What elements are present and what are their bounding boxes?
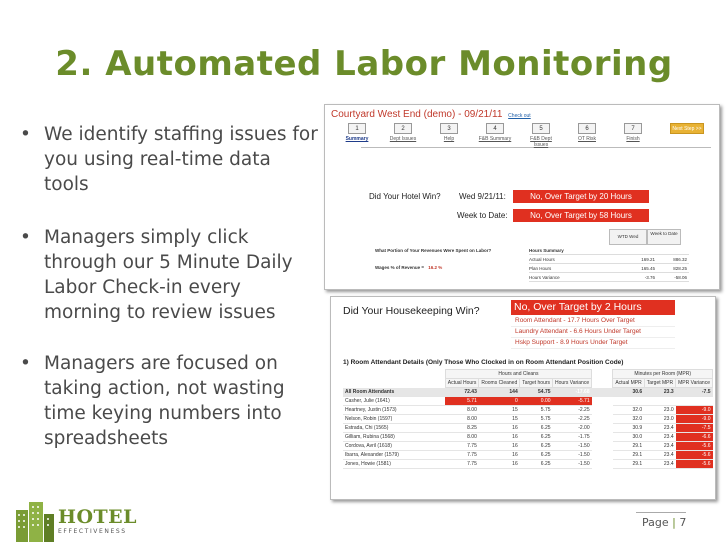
cell: 23.4 [644,424,675,433]
cell: -2.25 [553,415,592,424]
logo-subtitle: EFFECTIVENESS [58,528,127,535]
column-header: Target hours [520,379,553,388]
cell: 6.25 [520,442,553,451]
cell: -5.6 [676,460,713,469]
cell: 16 [479,442,520,451]
step-ot-risk[interactable]: 6 OT Risk [569,123,605,142]
bullet-marker: • [20,353,31,374]
housekeeping-question: Did Your Housekeeping Win? [343,305,480,317]
attendant-name: Ibarra, Alexander (1579) [343,451,445,460]
cell: 8.00 [445,415,479,424]
cell: 6.25 [520,424,553,433]
attendant-name: Estrada, Chi (1565) [343,424,445,433]
step-help[interactable]: 3 Help [431,123,467,142]
wtd-result-badge: No, Over Target by 58 Hours [513,209,649,222]
cell: 6.25 [520,433,553,442]
cell: 0.00 [520,397,553,406]
bullet-text: Managers are focused on taking action, not wasting time keying numbers into spreadsheets [44,353,285,449]
bullet-item [20,122,320,197]
cell: 16 [479,424,520,433]
cell: 7.75 [445,460,479,469]
column-header: Actual Hours [445,379,479,388]
cell: 30.9 [613,424,644,433]
cell [676,397,713,406]
cell: 16 [479,433,520,442]
column-header: MPR Variance [676,379,713,388]
bullet-text: Managers simply click through our 5 Minute Daily Labor Check-in every morning to review issues [44,227,293,323]
table-row [343,451,713,460]
cell: 5.75 [520,406,553,415]
footer-divider [636,512,686,513]
bullet-list [20,122,320,477]
attendant-name: Nelson, Robin (1597) [343,415,445,424]
cell: 54.75 [520,388,553,397]
cell: 29.1 [613,442,644,451]
cell: -17.68 [553,388,592,397]
cell: -7.5 [676,424,713,433]
bullet-item [20,225,320,325]
table-row [343,397,713,406]
cell: 8.25 [445,424,479,433]
table-row: Actual Hours 169.21 886.32 [529,257,687,262]
room-attendant-rows [343,388,713,469]
wages-line: Wages % of Revenue = 16.2 % [375,265,443,270]
table-row: Hours Variance -3.76 -58.06 [529,275,687,280]
cell: 15 [479,406,520,415]
table-row [343,415,713,424]
cell: -5.6 [676,451,713,460]
revenue-question: What Portion of Your Revenues Were Spent on Labor? [375,248,492,253]
housekeeping-detail-lines [511,316,675,349]
cell: 32.0 [613,415,644,424]
detail-line: Hskp Support - 8.9 Hours Under Target [511,338,675,349]
screenshot-title: Courtyard West End (demo) - 09/21/11 Check out [331,109,531,120]
next-step-button[interactable]: Next Step >> [665,123,709,134]
total-row [343,388,713,397]
cell: 23.4 [644,442,675,451]
bullet-marker: • [20,227,31,248]
cell: -2.00 [553,424,592,433]
cell: 144 [479,388,520,397]
cell: 30.0 [613,433,644,442]
cell: 29.1 [613,451,644,460]
cell: 16 [479,460,520,469]
cell: 5.75 [520,415,553,424]
step-dept-issues[interactable]: 2 Dept Issues [385,123,421,142]
col-week-header: Week to Date [647,229,681,245]
cell: -9.0 [676,415,713,424]
cell: 5.71 [445,397,479,406]
daily-result-badge: No, Over Target by 20 Hours [513,190,649,203]
hotel-win-question: Did Your Hotel Win? [369,192,441,201]
cell: -5.71 [553,397,592,406]
win-date: Wed 9/21/11: [459,192,506,201]
cell: -9.0 [676,406,713,415]
housekeeping-screenshot [330,296,716,500]
cell: 8.00 [445,433,479,442]
cell: 23.4 [644,460,675,469]
cell: 8.00 [445,406,479,415]
bullet-text: We identify staffing issues for you using real-time data tools [44,124,318,195]
cell: -2.25 [553,406,592,415]
cell: 6.25 [520,460,553,469]
cell: 0 [479,397,520,406]
table-row [343,406,713,415]
hours-summary-table [529,246,689,282]
cell [613,397,644,406]
checkout-link[interactable]: Check out [508,113,531,119]
cell: -1.50 [553,451,592,460]
cell: 23.0 [644,415,675,424]
cell: -5.6 [676,442,713,451]
cell: -1.50 [553,442,592,451]
section-title: 1) Room Attendant Details (Only Those Who Clocked in on Room Attendant Position Code) [343,359,624,366]
step-summary[interactable]: 1 Summary [339,123,375,142]
cell [644,397,675,406]
table-row [343,433,713,442]
column-header: Rooms Cleaned [479,379,520,388]
attendant-name: Gilliam, Rubina (1568) [343,433,445,442]
cell: 7.75 [445,442,479,451]
cell: 29.1 [613,460,644,469]
table-row [343,460,713,469]
step-fb-summary[interactable]: 4 F&B Summary [477,123,513,142]
cell: 23.0 [644,406,675,415]
bullet-marker: • [20,124,31,145]
bullet-item [20,351,320,451]
cell: 72.43 [445,388,479,397]
cell: 23.4 [644,451,675,460]
step-finish[interactable]: 7 Finish [615,123,651,142]
attendant-name: Cordova, Avril (1618) [343,442,445,451]
hours-summary-title: Hours Summary [529,246,689,255]
detail-line: Laundry Attendant - 6.6 Hours Under Target [511,327,675,338]
group-header-hours: Hours and Cleans [445,370,591,379]
attendant-name: Jones, Howie (1581) [343,460,445,469]
attendant-name: Casher, Julie (1641) [343,397,445,406]
step-navigation [339,123,715,155]
attendant-name: Heartney, Justin (1573) [343,406,445,415]
cell: 30.6 [613,388,644,397]
room-attendant-table [343,369,713,469]
table-row: Plan Hours 165.45 828.25 [529,266,687,271]
housekeeping-result-badge: No, Over Target by 2 Hours [511,300,675,315]
cell: 16 [479,451,520,460]
slide-title: 2. Automated Labor Monitoring [55,44,673,84]
wtd-label: Week to Date: [457,211,508,220]
table-row [343,442,713,451]
column-header: Hours Variance [553,379,592,388]
cell: 7.75 [445,451,479,460]
page-number: Page | 7 [642,516,687,529]
cell: 23.4 [644,433,675,442]
detail-line: Room Attendant - 17.7 Hours Over Target [511,316,675,327]
cell: -6.6 [676,433,713,442]
cell: 6.25 [520,451,553,460]
column-header: Actual MPR [613,379,644,388]
group-header-mpr: Minutes per Room (MPR) [613,370,713,379]
cell: -1.75 [553,433,592,442]
cell: -1.50 [553,460,592,469]
col-wtd-header: WTD Wed [609,229,647,245]
attendant-name: All Room Attendants [343,388,445,397]
hotel-win-screenshot [324,104,720,290]
step-fb-dept-issues[interactable]: 5 F&B Dept Issues [523,123,559,148]
cell: 23.3 [644,388,675,397]
cell: -7.5 [676,388,713,397]
column-header: Target MPR [644,379,675,388]
cell: 15 [479,415,520,424]
cell: 32.0 [613,406,644,415]
table-row [343,424,713,433]
logo-wordmark: HOTEL [58,506,137,528]
